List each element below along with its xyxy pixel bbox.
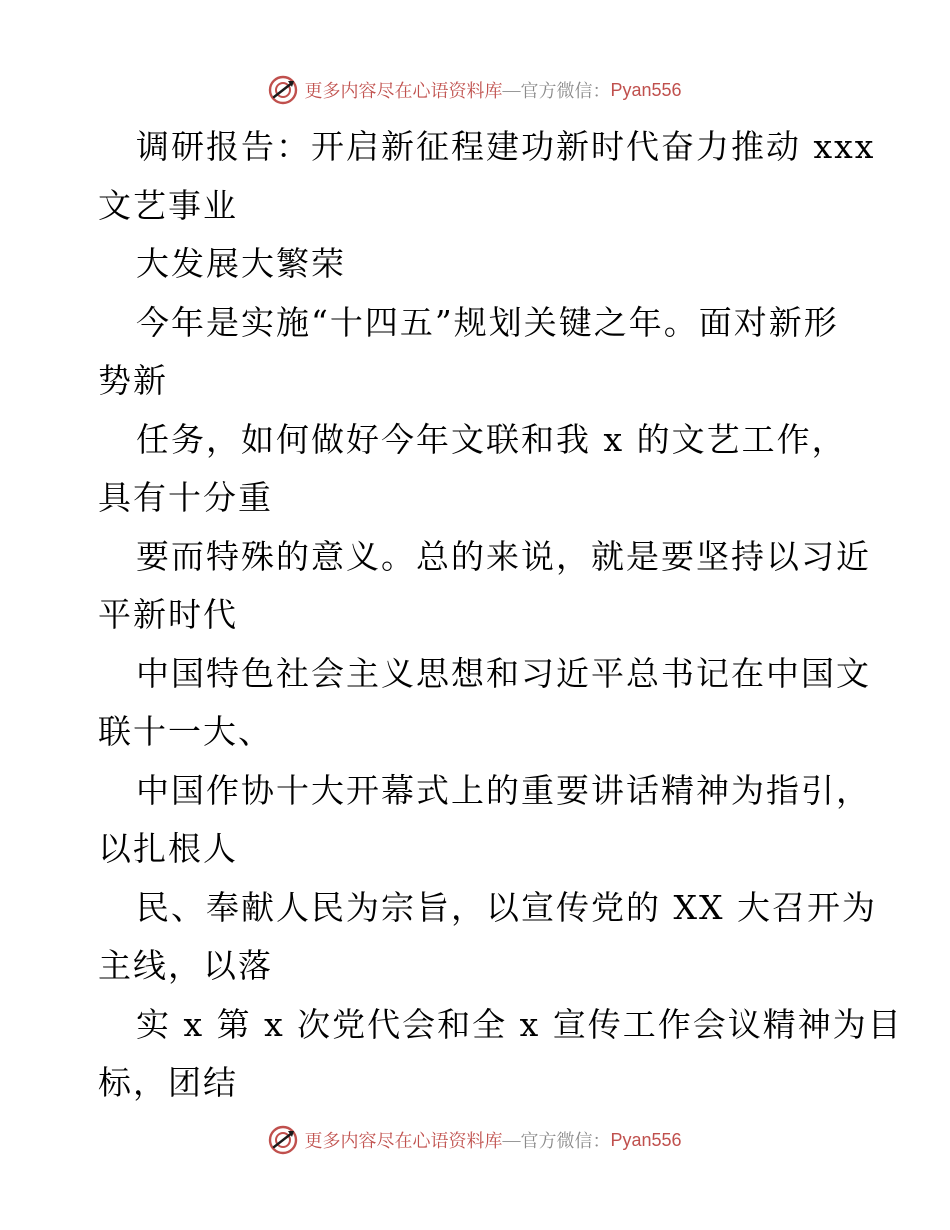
text-line: 今年是实施“十四五”规划关键之年。面对新形: [136, 302, 839, 342]
header-watermark: [0, 70, 950, 110]
text-line: 民、奉献人民为宗旨，以宣传党的 XX 大召开为: [136, 887, 877, 927]
watermark-separator: —: [502, 79, 521, 100]
watermark-wechat-id: Pyan556: [610, 1129, 682, 1150]
text-line: 具有十分重: [98, 478, 273, 517]
watermark-main-text: 更多内容尽在心语资料库: [304, 1131, 503, 1151]
text-line: 联十一大、: [98, 712, 273, 751]
text-line: 文艺事业: [98, 185, 238, 225]
watermark-wechat-label: 官方微信：: [520, 1131, 611, 1151]
watermark-wechat-label: 官方微信：: [520, 81, 611, 101]
text-line: 要而特殊的意义。总的来说，就是要坚持以习近: [136, 536, 871, 576]
footer-watermark: [0, 1120, 950, 1160]
text-line: 实 x 第 x 次党代会和全 x 宣传工作会议精神为目: [136, 1004, 903, 1044]
text-line: 主线，以落: [98, 946, 273, 985]
watermark-wechat-id: Pyan556: [610, 79, 682, 100]
text-line: 以扎根人: [98, 829, 238, 868]
logo-icon: [268, 75, 298, 105]
text-line: 势新: [98, 361, 168, 400]
text-line: 任务，如何做好今年文联和我 x 的文艺工作，: [136, 419, 847, 459]
text-line: 标，团结: [98, 1063, 238, 1102]
watermark-main-text: 更多内容尽在心语资料库: [304, 81, 503, 101]
text-line: 中国作协十大开幕式上的重要讲话精神为指引，: [136, 770, 871, 810]
text-line: 大发展大繁荣: [136, 244, 346, 283]
logo-icon: [268, 1125, 298, 1155]
text-line: 调研报告：开启新征程建功新时代奋力推动 xxx: [136, 127, 876, 166]
text-line: 平新时代: [98, 595, 238, 634]
text-line: 中国特色社会主义思想和习近平总书记在中国文: [136, 653, 871, 693]
watermark-separator: —: [502, 1129, 521, 1150]
